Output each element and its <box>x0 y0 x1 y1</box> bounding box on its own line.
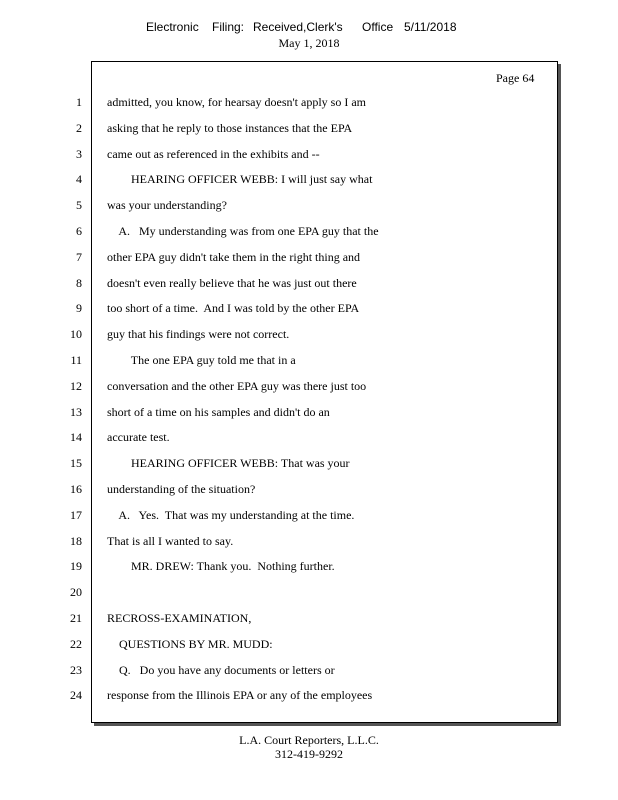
line-number: 17 <box>70 508 82 522</box>
line-text: asking that he reply to those instances that the EPA <box>107 121 353 135</box>
line-number: 22 <box>70 637 82 651</box>
line-text: guy that his findings were not correct. <box>107 327 290 341</box>
line-text: RECROSS-EXAMINATION, <box>107 611 252 625</box>
line-number: 12 <box>70 379 82 393</box>
line-number: 11 <box>70 353 82 367</box>
line-text: A. My understanding was from one EPA guy that the <box>107 224 379 238</box>
line-text: understanding of the situation? <box>107 482 256 496</box>
line-text: HEARING OFFICER WEBB: That was your <box>107 456 350 470</box>
line-text: A. Yes. That was my understanding at the time. <box>107 508 355 522</box>
line-number: 7 <box>76 250 82 264</box>
line-text: MR. DREW: Thank you. Nothing further. <box>107 559 335 573</box>
line-number: 21 <box>70 611 82 625</box>
line-number: 24 <box>70 688 82 702</box>
line-text: That is all I wanted to say. <box>107 534 234 548</box>
line-text: was your understanding? <box>107 198 227 212</box>
line-number: 8 <box>76 276 82 290</box>
line-number: 18 <box>70 534 82 548</box>
line-number: 14 <box>70 430 82 444</box>
filing-received: Received,Clerk's <box>253 20 343 34</box>
line-number: 23 <box>70 663 82 677</box>
line-number: 3 <box>76 147 82 161</box>
footer-company: L.A. Court Reporters, L.L.C. <box>239 733 379 747</box>
line-text: doesn't even really believe that he was just out there <box>107 276 357 290</box>
line-number: 1 <box>76 95 82 109</box>
line-text: other EPA guy didn't take them in the right thing and <box>107 250 361 264</box>
line-number: 13 <box>70 405 82 419</box>
line-number: 4 <box>76 172 82 186</box>
line-text: admitted, you know, for hearsay doesn't apply so I am <box>107 95 366 109</box>
line-number: 10 <box>70 327 82 341</box>
line-text: short of a time on his samples and didn't do an <box>107 405 330 419</box>
filing-office: Office <box>362 20 394 34</box>
line-text: too short of a time. And I was told by the other EPA <box>107 301 360 315</box>
line-number: 6 <box>76 224 82 238</box>
line-number: 15 <box>70 456 82 470</box>
line-text: conversation and the other EPA guy was there just too <box>107 379 367 393</box>
filing-stamp-date: 5/11/2018 <box>404 20 457 34</box>
line-text: response from the Illinois EPA or any of the employees <box>107 688 373 702</box>
filing-electronic: Electronic <box>146 20 199 34</box>
footer-phone: 312-419-9292 <box>275 747 343 761</box>
page-number: Page 64 <box>496 71 535 85</box>
line-number: 20 <box>70 585 82 599</box>
line-number: 9 <box>76 301 82 315</box>
line-text: came out as referenced in the exhibits and -- <box>107 147 320 161</box>
line-text: HEARING OFFICER WEBB: I will just say what <box>107 172 373 186</box>
line-text: accurate test. <box>107 430 170 444</box>
line-text: QUESTIONS BY MR. MUDD: <box>107 637 273 651</box>
line-number: 5 <box>76 198 82 212</box>
line-number: 19 <box>70 559 82 573</box>
line-number: 16 <box>70 482 82 496</box>
line-text: Q. Do you have any documents or letters or <box>107 663 335 677</box>
line-text: The one EPA guy told me that in a <box>107 353 296 367</box>
line-number: 2 <box>76 121 82 135</box>
transcript-date: May 1, 2018 <box>278 36 340 50</box>
filing-label: Filing: <box>212 20 245 34</box>
